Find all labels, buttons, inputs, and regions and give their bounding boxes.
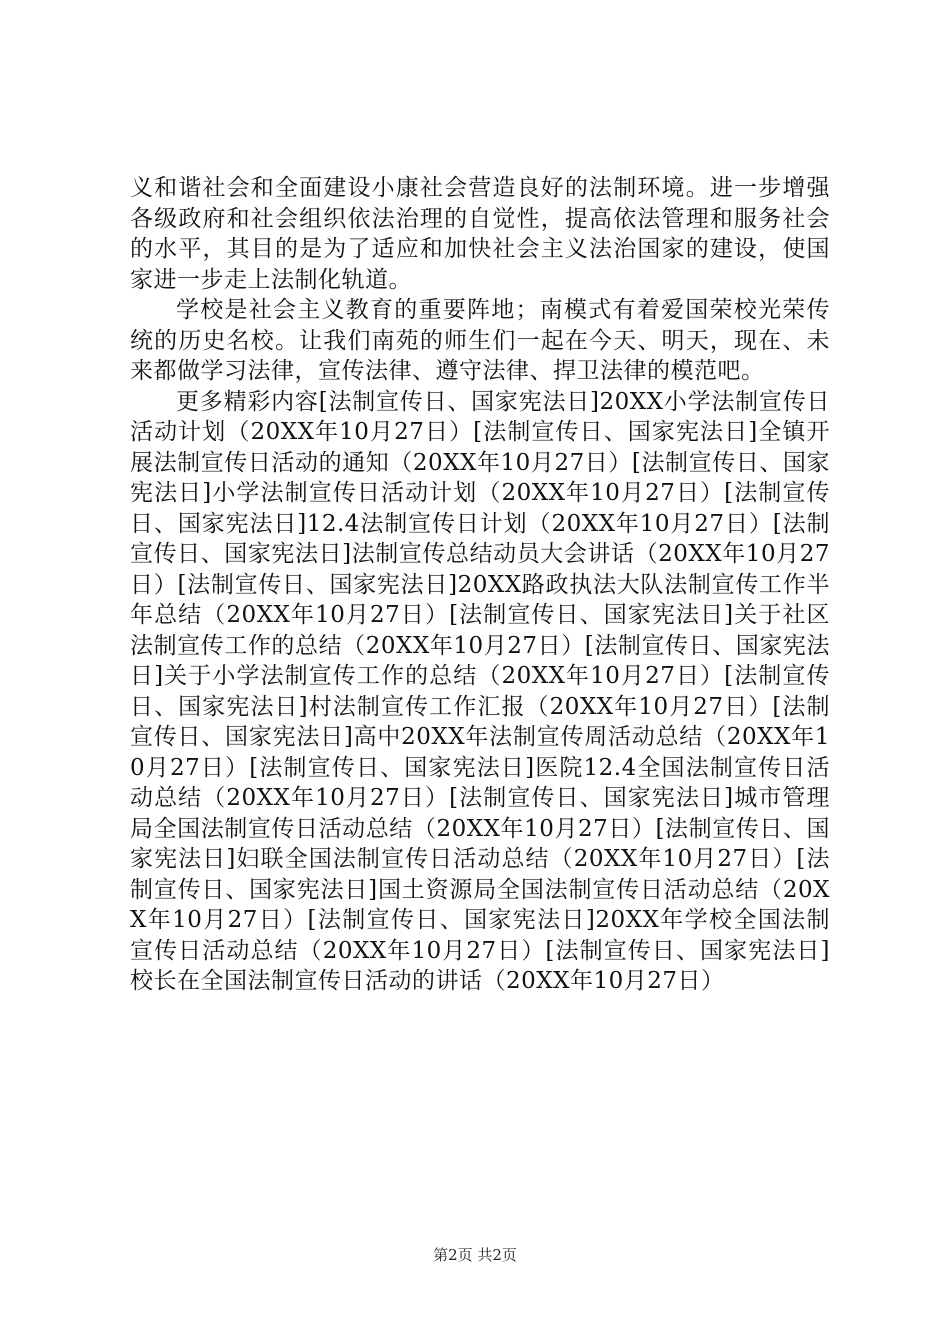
paragraph-1: 义和谐社会和全面建设小康社会营造良好的法制环境。进一步增强各级政府和社会组织依法治理的自觉性，提高依法管理和服务社会的水平，其目的是为了适应和加快社会主义法治国家的建设，使国家进一步走上法制化轨道。 bbox=[130, 175, 830, 293]
paragraph-2: 学校是社会主义教育的重要阵地；南模式有着爱国荣校光荣传统的历史名校。让我们南苑的师生们一起在今天、明天，现在、未来都做学习法律，宣传法律、遵守法律、捍卫法律的模范吧。 bbox=[130, 297, 830, 384]
paragraph-3-related-links: 更多精彩内容[法制宣传日、国家宪法日]20XX小学法制宣传日活动计划（20XX年10月27日）[法制宣传日、国家宪法日]全镇开展法制宣传日活动的通知（20XX年10月27日）[法制宣传日、国家宪法日]小学法制宣传日活动计划（20XX年10月27日）[法制宣传日、国家宪法日]12.4法制宣传日计划（20XX年10月27日）[法制宣传日、国家宪法日]法制宣传总结动员大会讲话（20XX年10月27日）[法制宣传日、国家宪法日]20XX路政执法大队法制宣传工作半年总结（20XX年10月27日）[法制宣传日、国家宪法日]关于社区法制宣传工作的总结（20XX年10月27日）[法制宣传日、国家宪法日]关于小学法制宣传工作的总结（20XX年10月27日）[法制宣传日、国家宪法日]村法制宣传工作汇报（20XX年10月27日）[法制宣传日、国家宪法日]高中20XX年法制宣传周活动总结（20XX年10月27日）[法制宣传日、国家宪法日]医院12.4全国法制宣传日活动总结（20XX年10月27日）[法制宣传日、国家宪法日]城市管理局全国法制宣传日活动总结（20XX年10月27日）[法制宣传日、国家宪法日]妇联全国法制宣传日活动总结（20XX年10月27日）[法制宣传日、国家宪法日]国土资源局全国法制宣传日活动总结（20XX年10月27日）[法制宣传日、国家宪法日]20XX年学校全国法制宣传日活动总结（20XX年10月27日）[法制宣传日、国家宪法日]校长在全国法制宣传日活动的讲话（20XX年10月27日） bbox=[130, 388, 830, 994]
page-footer: 第2页 共2页 bbox=[433, 1246, 517, 1264]
document-body bbox=[130, 173, 830, 997]
